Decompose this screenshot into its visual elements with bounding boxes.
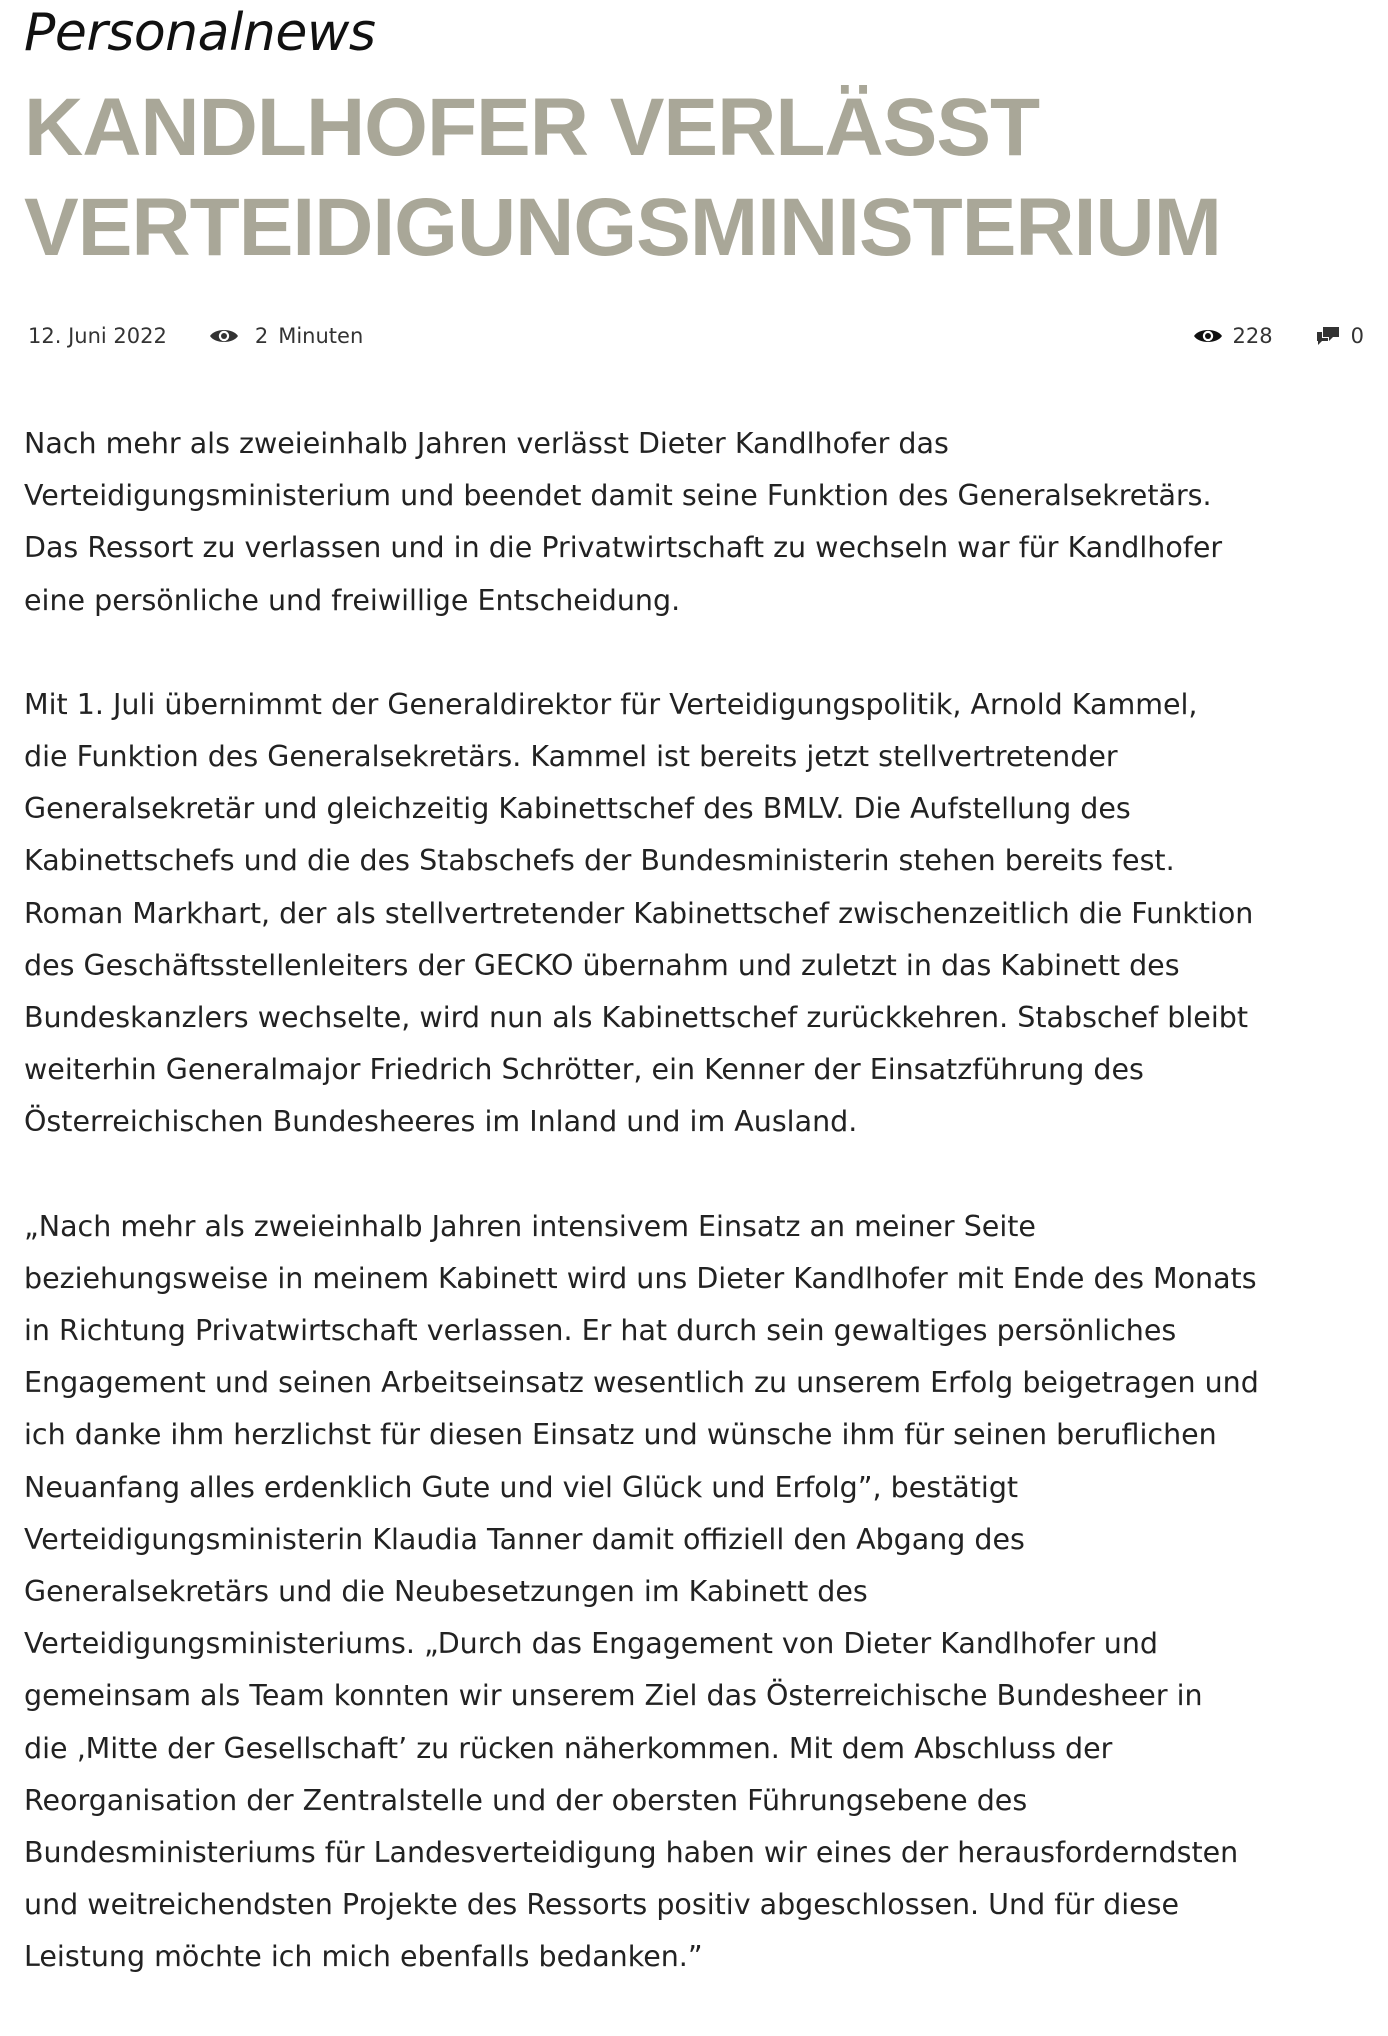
reading-time-unit: Minuten xyxy=(278,324,364,348)
meta-left xyxy=(28,316,363,356)
reading-time-value: 2 xyxy=(254,324,269,348)
publish-date: 12. Juni 2022 xyxy=(28,324,167,348)
comment-icon[interactable] xyxy=(1315,325,1341,347)
views-eye-icon xyxy=(1193,326,1223,346)
eye-icon xyxy=(209,326,239,346)
article-headline xyxy=(24,78,1364,278)
category-label[interactable]: Personalnews xyxy=(24,3,376,63)
headline-text: KANDLHOFER VERLÄSST VERTEIDIGUNGSMINISTERIUM xyxy=(24,82,1221,273)
views-count: 228 xyxy=(1232,324,1273,348)
article-meta xyxy=(24,316,1364,356)
article xyxy=(24,0,1364,2036)
paragraph-2: Mit 1. Juli übernimmt der Generaldirektor für Verteidigungspolitik, Arnold Kammel, die Funktion des Generalsekretärs. Kammel ist bereits jetzt stellvertretender Generalsekretär und gleichzeitig Kabinettschef des BMLV. Die Aufstellung des Kabinettschefs und die des Stabschefs der Bundesministerin stehen bereits fest. Roman Markhart, der als stellvertretender Kabinettschef zwischenzeitlich die Funktion des Geschäftsstellenleiters der GECKO übernahm und zuletzt in das Kabinett des Bundeskanzlers wechselte, wird nun als Kabinettschef zurückkehren. Stabschef bleibt weiterhin Generalmajor Friedrich Schrötter, ein Kenner der Einsatzführung des Österreichischen Bundesheeres im Inland und im Ausland. xyxy=(24,687,1254,1139)
meta-right xyxy=(1193,316,1364,356)
paragraph-1: Nach mehr als zweieinhalb Jahren verlässt Dieter Kandlhofer das Verteidigungsministerium und beendet damit seine Funktion des Generalsekretärs. Das Ressort zu verlassen und in die Privatwirtschaft zu wechseln war für Kandlhofer eine persönliche und freiwillige Entscheidung. xyxy=(24,427,1223,617)
comments-count[interactable]: 0 xyxy=(1350,324,1364,348)
article-body xyxy=(24,418,1364,1984)
paragraph-3: „Nach mehr als zweieinhalb Jahren intensivem Einsatz an meiner Seite beziehungsweise in meinem Kabinett wird uns Dieter Kandlhofer mit Ende des Monats in Richtung Privatwirtschaft verlassen. Er hat durch sein gewaltiges persönliches Engagement und seinen Arbeitseinsatz wesentlich zu unserem Erfolg beigetragen und ich danke ihm herzlichst für diesen Einsatz und wünsche ihm für seinen beruflichen Neuanfang alles erdenklich Gute und viel Glück und Erfolg”, bestätigt Verteidigungsministerin Klaudia Tanner damit offiziell den Abgang des Generalsekretärs und die Neubesetzungen im Kabinett des Verteidigungsministeriums. „Durch das Engagement von Dieter Kandlhofer und gemeinsam als Team konnten wir unserem Ziel das Österreichische Bundesheer in die ‚Mitte der Gesellschaft’ zu rücken näherkommen. Mit dem Abschluss der Reorganisation der Zentralstelle und der obersten Führungsebene des Bundesministeriums für Landesverteidigung haben wir eines der herausforderndsten und weitreichendsten Projekte des Ressorts positiv abgeschlossen. Und für diese Leistung möchte ich mich ebenfalls bedanken.” xyxy=(24,1209,1259,1974)
